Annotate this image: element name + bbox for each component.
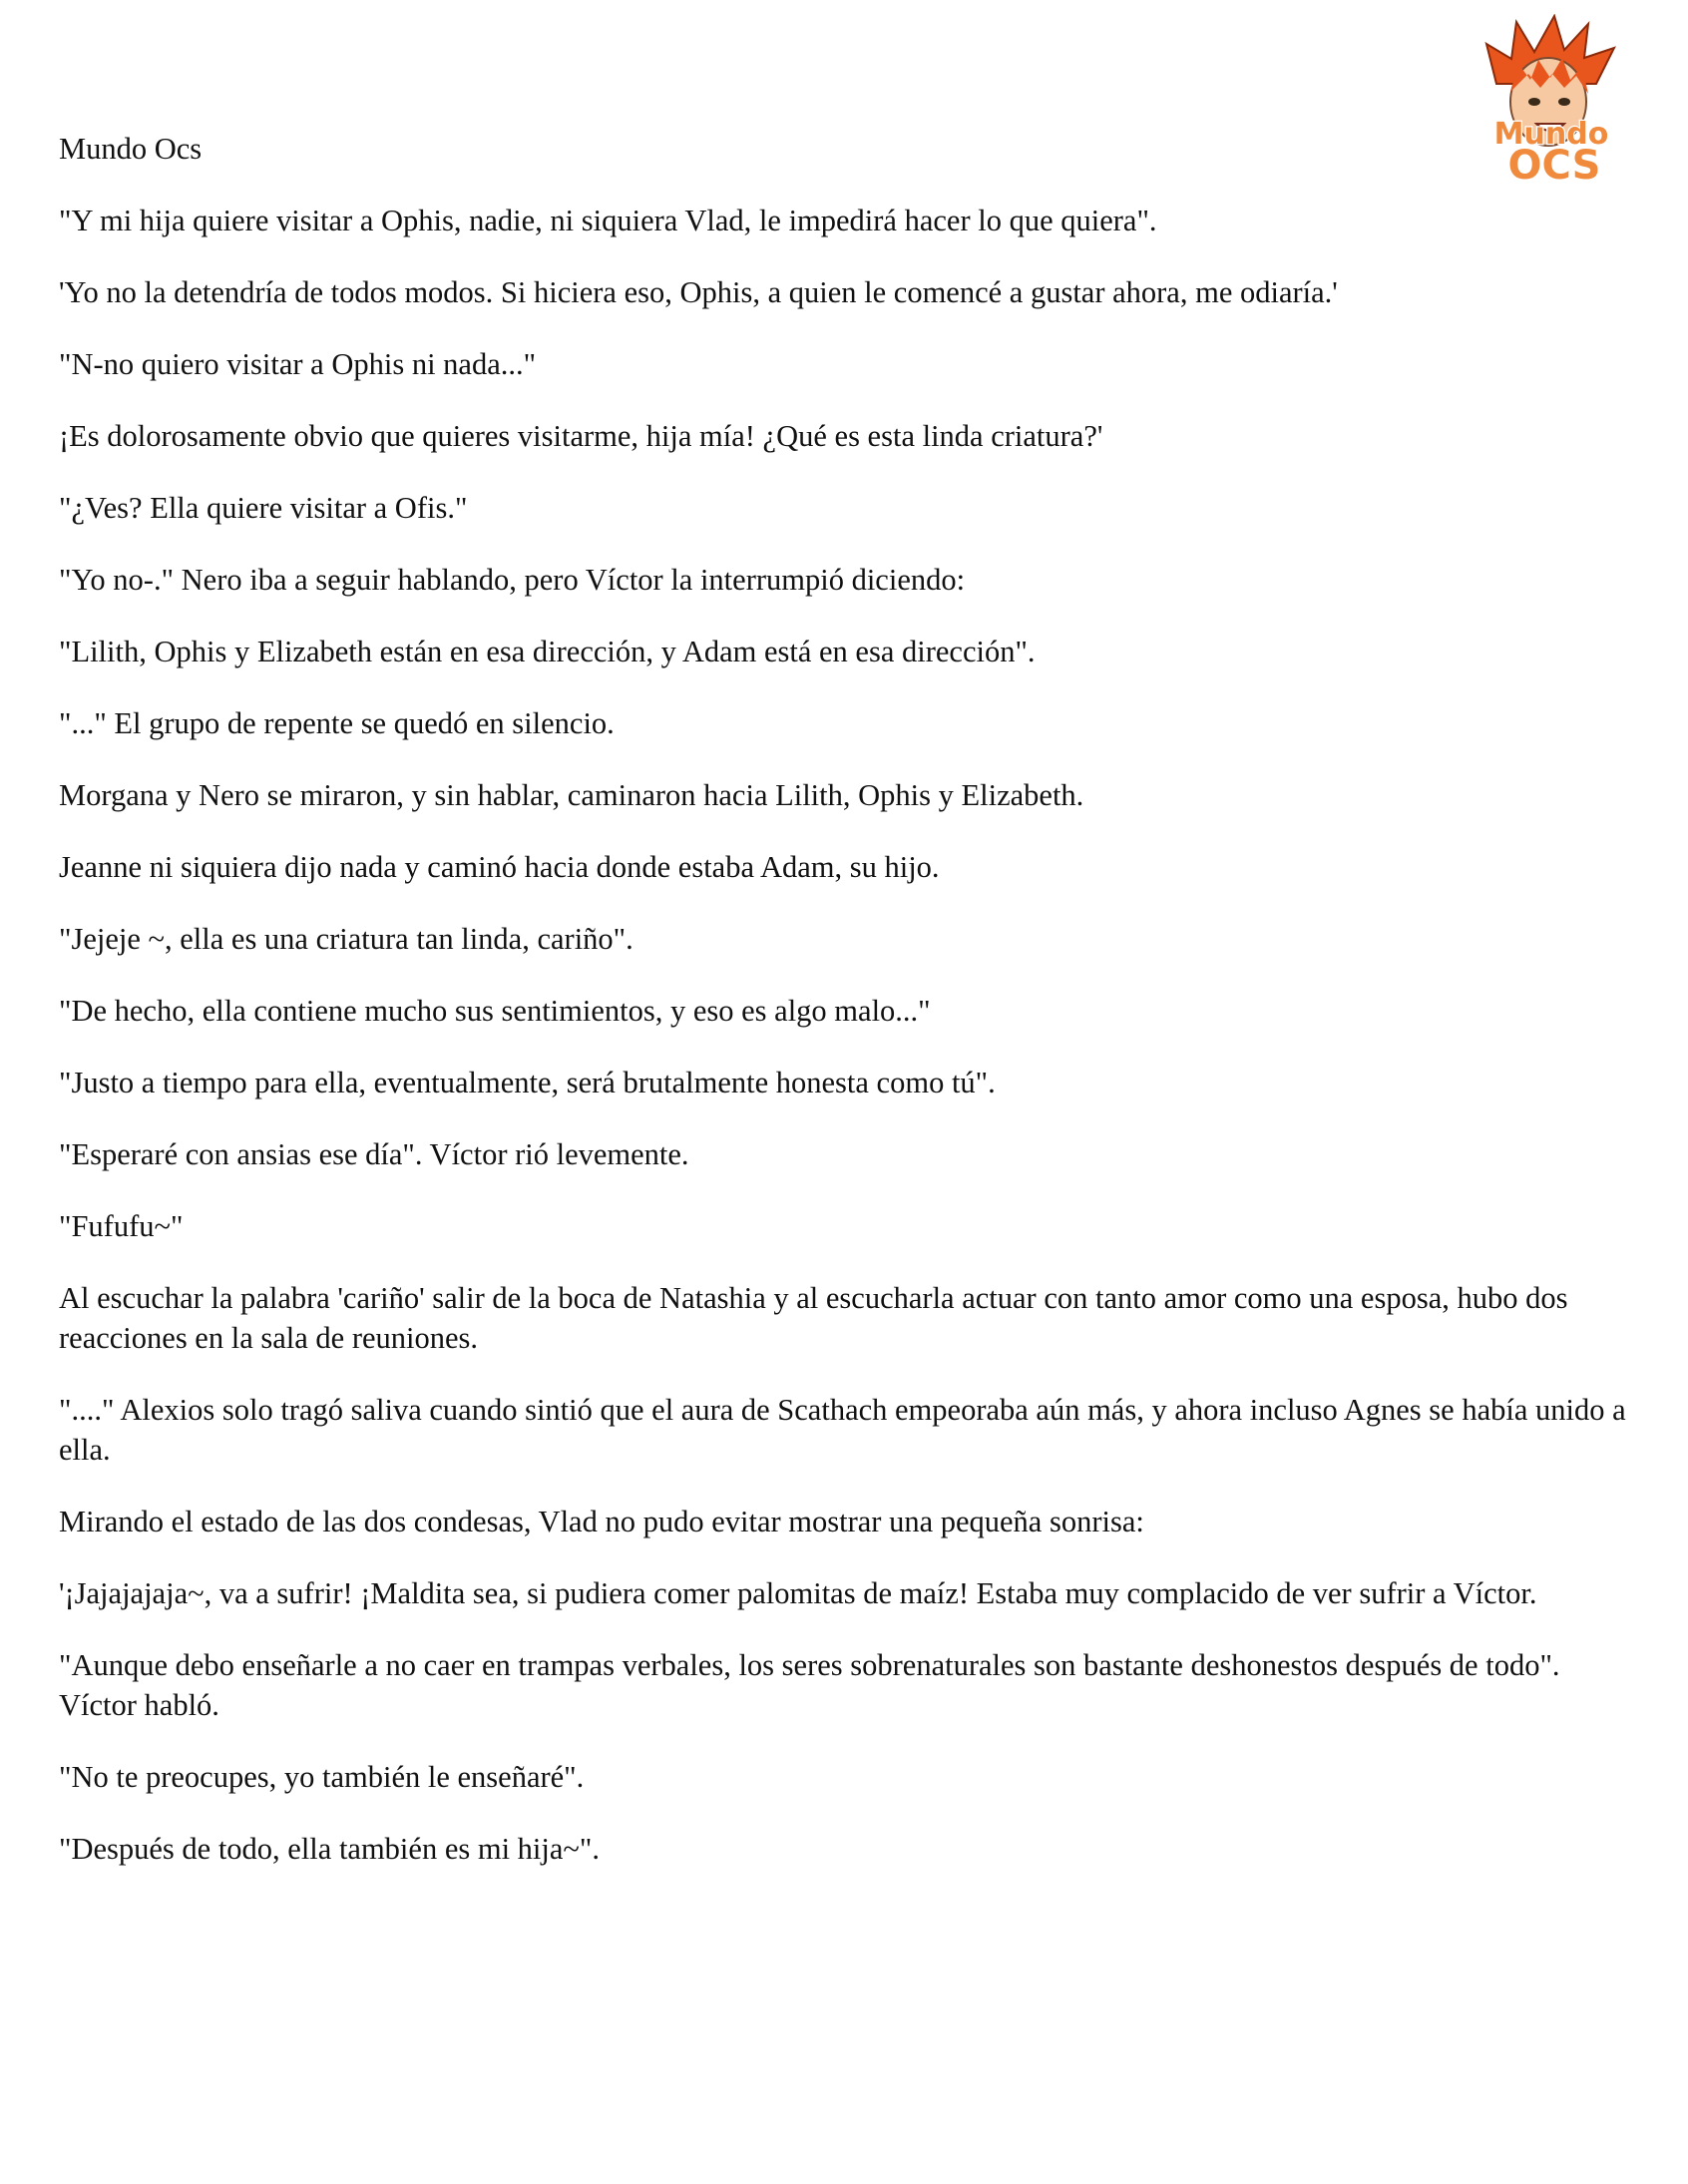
paragraph: "Lilith, Ophis y Elizabeth están en esa dirección, y Adam está en esa dirección". xyxy=(59,635,1036,668)
paragraph: "No te preocupes, yo también le enseñaré". xyxy=(59,1760,585,1794)
paragraph: "Justo a tiempo para ella, eventualmente, será brutalmente honesta como tú". xyxy=(59,1066,996,1099)
paragraph: "¿Ves? Ella quiere visitar a Ofis." xyxy=(59,491,468,525)
paragraph: "..." El grupo de repente se quedó en silencio. xyxy=(59,706,615,740)
logo-eye-right xyxy=(1558,98,1570,106)
paragraph: '¡Jajajajaja~, va a sufrir! ¡Maldita sea, si pudiera comer palomitas de maíz! Estaba muy complacido de ver sufrir a Víctor. xyxy=(59,1576,1537,1610)
paragraph: ¡Es dolorosamente obvio que quieres visitarme, hija mía! ¿Qué es esta linda criatura?' xyxy=(59,419,1103,453)
paragraph: "Fufufu~" xyxy=(59,1209,184,1243)
paragraph: "...." Alexios solo tragó saliva cuando sintió que el aura de Scathach empeoraba aún más, y ahora incluso Agnes se había unido a ella. xyxy=(59,1393,1626,1467)
paragraph: 'Yo no la detendría de todos modos. Si hiciera eso, Ophis, a quien le comencé a gustar ahora, me odiaría.' xyxy=(59,275,1338,309)
paragraph: "De hecho, ella contiene mucho sus sentimientos, y eso es algo malo..." xyxy=(59,994,931,1028)
logo-eye-left xyxy=(1528,98,1540,106)
paragraph: Mirando el estado de las dos condesas, Vlad no pudo evitar mostrar una pequeña sonrisa: xyxy=(59,1505,1144,1538)
logo-text-ocs: OCS xyxy=(1507,143,1601,189)
paragraph: "Jejeje ~, ella es una criatura tan linda, cariño". xyxy=(59,922,633,956)
paragraph: "Esperaré con ansias ese día". Víctor rió levemente. xyxy=(59,1137,689,1171)
paragraph: "Aunque debo enseñarle a no caer en trampas verbales, los seres sobrenaturales son bastante deshonestos después de todo". Víctor habló. xyxy=(59,1648,1560,1722)
document-body xyxy=(59,129,1635,1901)
paragraph: "Yo no-." Nero iba a seguir hablando, pero Víctor la interrumpió diciendo: xyxy=(59,563,966,597)
paragraph: "N-no quiero visitar a Ophis ni nada..." xyxy=(59,347,537,381)
paragraph: Al escuchar la palabra 'cariño' salir de la boca de Natashia y al escucharla actuar con tanto amor como una esposa, hubo dos reacciones en la sala de reuniones. xyxy=(59,1281,1568,1355)
paragraph: "Después de todo, ella también es mi hija~". xyxy=(59,1832,600,1866)
paragraph-list xyxy=(59,201,1635,1869)
logo-text-mundo: Mundo xyxy=(1493,117,1609,152)
paragraph: "Y mi hija quiere visitar a Ophis, nadie, ni siquiera Vlad, le impedirá hacer lo que quiera". xyxy=(59,204,1157,237)
paragraph: Morgana y Nero se miraron, y sin hablar, caminaron hacia Lilith, Ophis y Elizabeth. xyxy=(59,778,1084,812)
paragraph: Jeanne ni siquiera dijo nada y caminó hacia donde estaba Adam, su hijo. xyxy=(59,850,940,884)
document-header: Mundo Ocs xyxy=(59,132,203,166)
